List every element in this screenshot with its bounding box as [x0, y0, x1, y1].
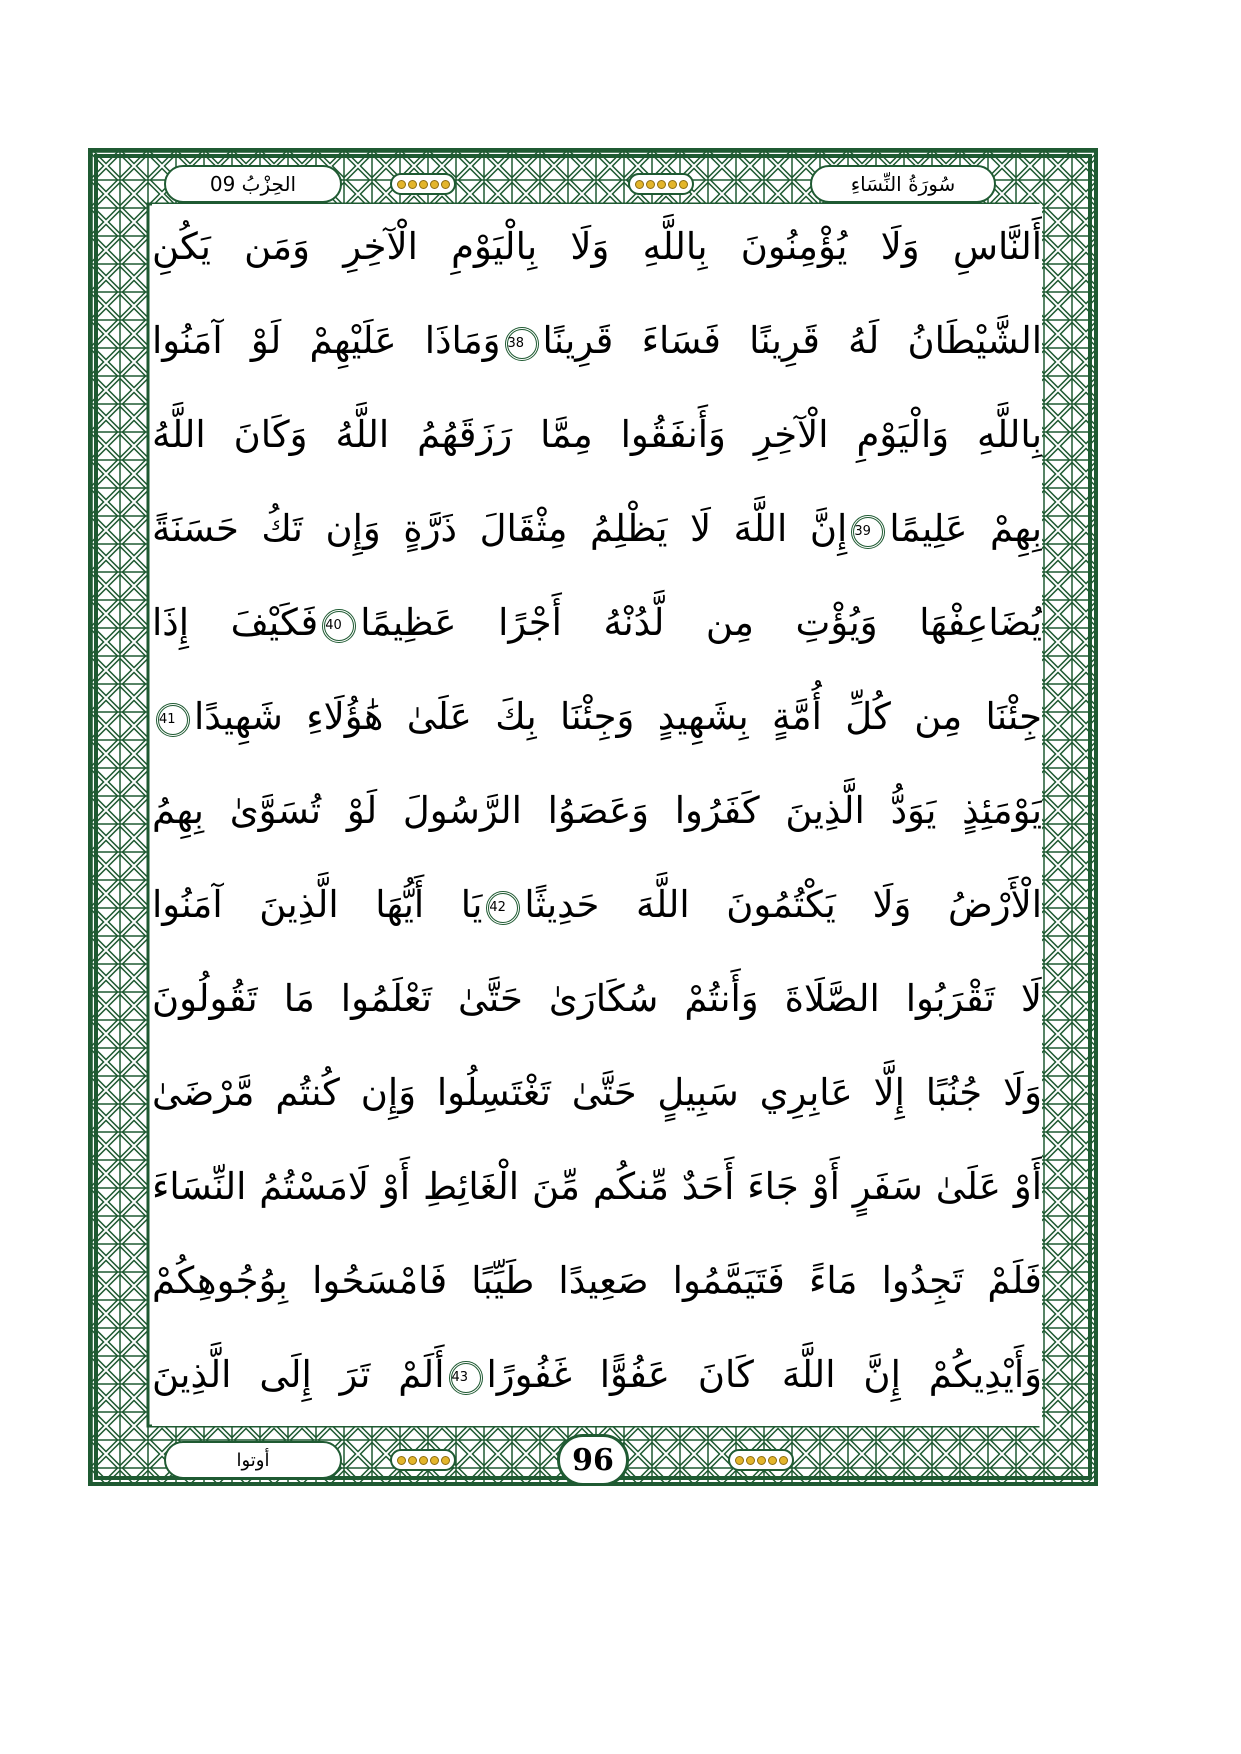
verse-text: الشَّيْطَانُ لَهُ قَرِينًا فَسَاءَ قَرِينًا — [542, 319, 1042, 362]
hizb-label: الحِزْبُ 09 — [164, 165, 342, 203]
verse-line — [152, 204, 1042, 290]
verse-line — [152, 1332, 1042, 1418]
pearl-ornament — [390, 1449, 456, 1471]
verse-text: وَلَا جُنُبًا إِلَّا عَابِرِي سَبِيلٍ حَتَّىٰ تَغْتَسِلُوا وَإِن كُنتُم مَّرْضَىٰ — [152, 1071, 1042, 1114]
verse-text: يَا أَيُّهَا الَّذِينَ آمَنُوا — [152, 883, 483, 926]
verse-line — [152, 1144, 1042, 1230]
verse-line — [152, 486, 1042, 572]
verse-text: بِاللَّهِ وَالْيَوْمِ الْآخِرِ وَأَنفَقُوا مِمَّا رَزَقَهُمُ اللَّهُ وَكَانَ اللَّهُ — [152, 413, 1042, 456]
verse-text: وَمَاذَا عَلَيْهِمْ لَوْ آمَنُوا — [152, 319, 501, 362]
verse-line — [152, 768, 1042, 854]
pearl-ornament — [728, 1449, 794, 1471]
verse-line — [152, 862, 1042, 948]
ayah-number-marker: 43 — [449, 1361, 483, 1395]
verse-text: وَأَيْدِيكُمْ إِنَّ اللَّهَ كَانَ عَفُوًّا غَفُورًا — [486, 1353, 1042, 1396]
verse-text: أَلنَّاسِ وَلَا يُؤْمِنُونَ بِاللَّهِ وَلَا بِالْيَوْمِ الْآخِرِ وَمَن يَكُنِ — [152, 225, 1042, 268]
verse-line — [152, 674, 1042, 760]
page-number: 96 — [557, 1434, 629, 1486]
ayah-number-marker: 38 — [505, 327, 539, 361]
verse-text: يُضَاعِفْهَا وَيُؤْتِ مِن لَّدُنْهُ أَجْرًا عَظِيمًا — [360, 601, 1042, 644]
quran-text-block — [152, 204, 1042, 1426]
verse-line — [152, 956, 1042, 1042]
verse-line — [152, 580, 1042, 666]
verse-text: فَكَيْفَ إِذَا — [152, 601, 319, 644]
verse-text: إِنَّ اللَّهَ لَا يَظْلِمُ مِثْقَالَ ذَرَّةٍ وَإِن تَكُ حَسَنَةً — [152, 507, 848, 550]
verse-text: أَوْ عَلَىٰ سَفَرٍ أَوْ جَاءَ أَحَدٌ مِّنكُم مِّنَ الْغَائِطِ أَوْ لَامَسْتُمُ النِّسَاءَ — [152, 1165, 1042, 1208]
verse-text: جِئْنَا مِن كُلِّ أُمَّةٍ بِشَهِيدٍ وَجِئْنَا بِكَ عَلَىٰ هَٰؤُلَاءِ شَهِيدًا — [194, 695, 1042, 738]
ayah-number-marker: 40 — [322, 609, 356, 643]
verse-text: فَلَمْ تَجِدُوا مَاءً فَتَيَمَّمُوا صَعِيدًا طَيِّبًا فَامْسَحُوا بِوُجُوهِكُمْ — [152, 1259, 1042, 1302]
verse-text: الْأَرْضُ وَلَا يَكْتُمُونَ اللَّهَ حَدِيثًا — [524, 883, 1042, 926]
ayah-number-marker: 42 — [486, 891, 520, 925]
ayah-number-marker: 41 — [156, 703, 190, 737]
verse-line — [152, 392, 1042, 478]
verse-text: أَلَمْ تَرَ إِلَى الَّذِينَ — [152, 1353, 445, 1396]
verse-text: يَوْمَئِذٍ يَوَدُّ الَّذِينَ كَفَرُوا وَعَصَوُا الرَّسُولَ لَوْ تُسَوَّىٰ بِهِمُ — [152, 789, 1042, 832]
verse-line — [152, 298, 1042, 384]
pearl-ornament — [628, 173, 694, 195]
pearl-ornament — [390, 173, 456, 195]
verse-text: بِهِمْ عَلِيمًا — [889, 507, 1042, 550]
surah-name: سُورَةُ النِّسَاءِ — [810, 165, 996, 203]
verse-line — [152, 1238, 1042, 1324]
verse-line — [152, 1050, 1042, 1136]
page-frame — [88, 148, 1098, 1486]
verse-text: لَا تَقْرَبُوا الصَّلَاةَ وَأَنتُمْ سُكَارَىٰ حَتَّىٰ تَعْلَمُوا مَا تَقُولُونَ — [152, 977, 1042, 1020]
catchword: أوتوا — [164, 1441, 342, 1479]
ayah-number-marker: 39 — [851, 515, 885, 549]
